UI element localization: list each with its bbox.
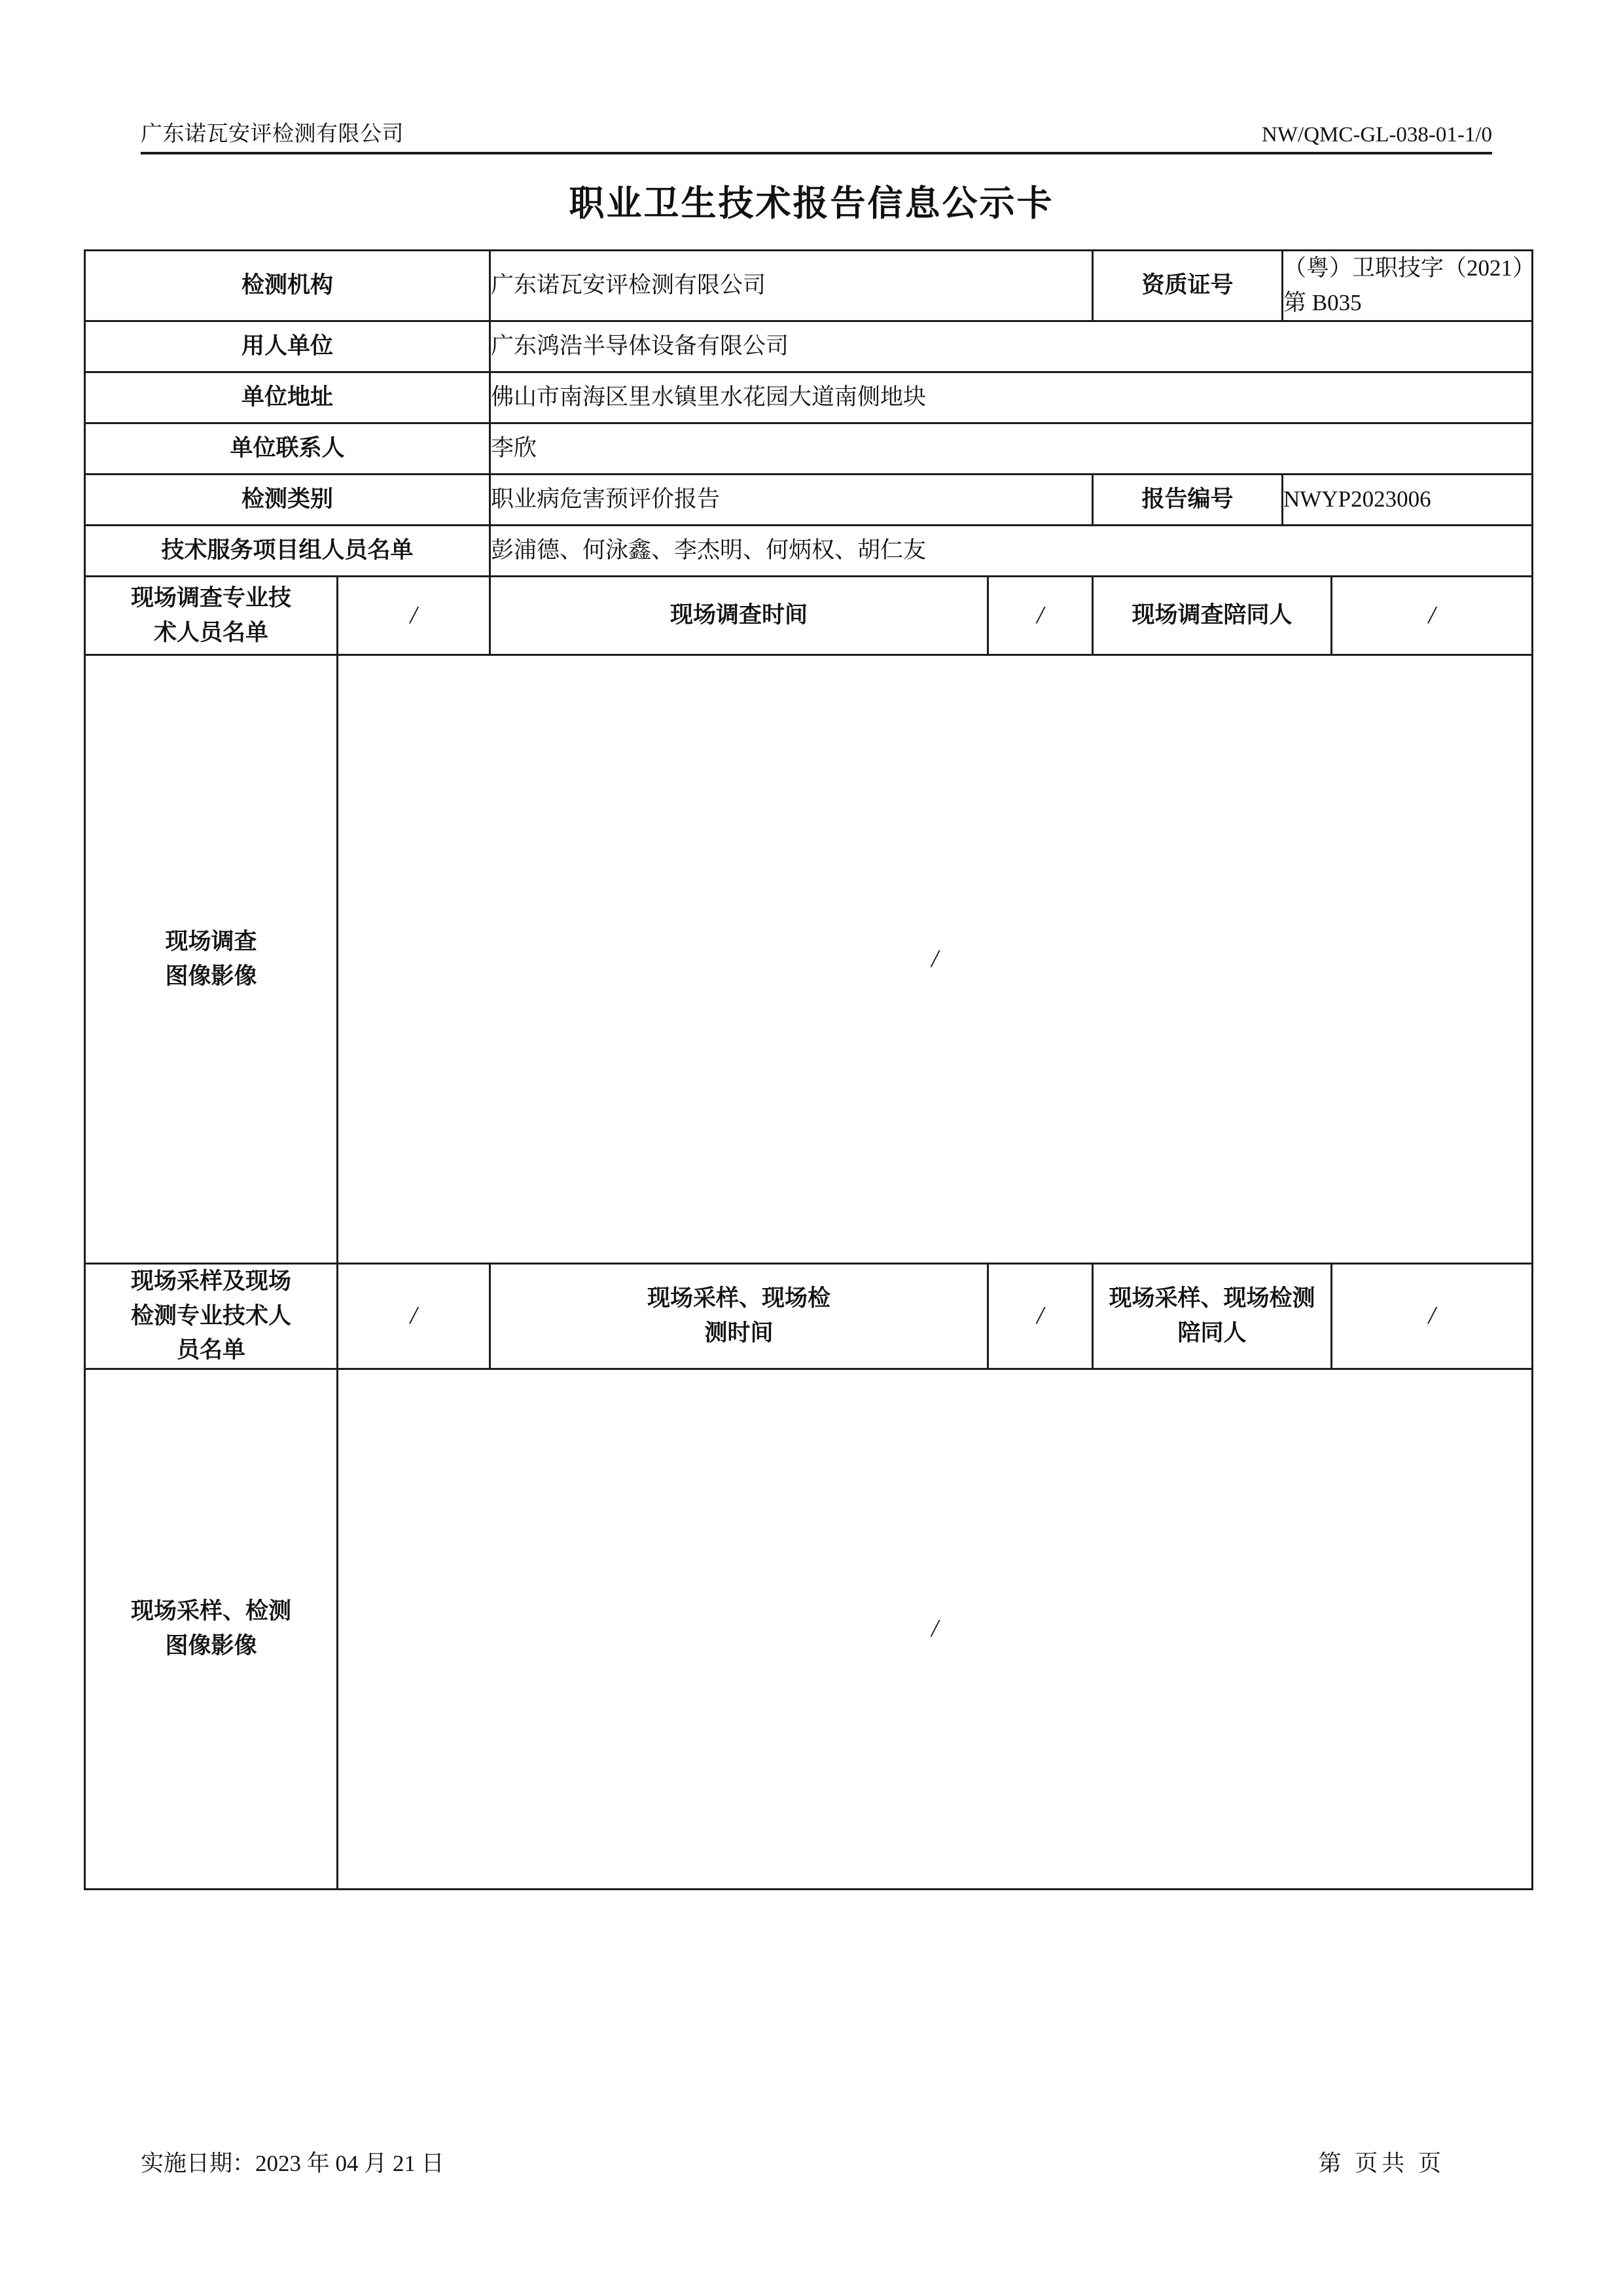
header-company-name: 广东诺瓦安评检测有限公司 xyxy=(141,122,404,146)
label-certificate-number: 资质证号 xyxy=(1093,251,1283,321)
table-row-category xyxy=(85,475,1533,526)
value-survey-staff: / xyxy=(338,577,490,655)
label-survey-time: 现场调查时间 xyxy=(490,577,988,655)
value-certificate-number: （粤）卫职技字（2021）第 B035 xyxy=(1283,251,1533,321)
value-sampling-images: / xyxy=(338,1369,1533,1889)
label-institution: 检测机构 xyxy=(85,251,490,321)
page-title: 职业卫生技术报告信息公示卡 xyxy=(569,184,1054,223)
label-sampling-images: 现场采样、检测 图像影像 xyxy=(85,1369,338,1889)
table-row-employer xyxy=(85,321,1533,372)
page-header xyxy=(141,117,1492,147)
table-row-sampling-header xyxy=(85,1264,1533,1369)
label-test-category: 检测类别 xyxy=(85,475,490,526)
value-survey-escort: / xyxy=(1332,577,1533,655)
value-employer: 广东鸿浩半导体设备有限公司 xyxy=(490,321,1533,372)
page-footer xyxy=(141,2145,1492,2178)
table-row-contact xyxy=(85,423,1533,475)
table-row-institution xyxy=(85,251,1533,321)
value-survey-time: / xyxy=(988,577,1093,655)
report-information-table xyxy=(84,249,1533,1890)
table-row-address xyxy=(85,372,1533,423)
label-survey-staff: 现场调查专业技 术人员名单 xyxy=(85,577,338,655)
label-contact-person: 单位联系人 xyxy=(85,423,490,475)
label-survey-escort: 现场调查陪同人 xyxy=(1093,577,1332,655)
value-sampling-time: / xyxy=(988,1264,1093,1369)
value-report-number: NWYP2023006 xyxy=(1283,475,1533,526)
label-project-team: 技术服务项目组人员名单 xyxy=(85,526,490,577)
label-sampling-time: 现场采样、现场检 测时间 xyxy=(490,1264,988,1369)
label-sampling-escort: 现场采样、现场检测 陪同人 xyxy=(1093,1264,1332,1369)
label-employer: 用人单位 xyxy=(85,321,490,372)
header-divider-rule xyxy=(141,152,1492,154)
value-survey-images: / xyxy=(338,655,1533,1264)
value-sampling-staff: / xyxy=(338,1264,490,1369)
table-row-project-team xyxy=(85,526,1533,577)
value-contact-person: 李欣 xyxy=(490,423,1533,475)
footer-page-number: 第 页共 页 xyxy=(1318,2151,1445,2176)
value-institution: 广东诺瓦安评检测有限公司 xyxy=(490,251,1093,321)
value-test-category: 职业病危害预评价报告 xyxy=(490,475,1093,526)
label-report-number: 报告编号 xyxy=(1093,475,1283,526)
value-address: 佛山市南海区里水镇里水花园大道南侧地块 xyxy=(490,372,1533,423)
label-sampling-staff: 现场采样及现场 检测专业技术人 员名单 xyxy=(85,1264,338,1369)
value-sampling-escort: / xyxy=(1332,1264,1533,1369)
table-row-survey-images xyxy=(85,655,1533,1264)
label-address: 单位地址 xyxy=(85,372,490,423)
value-project-team: 彭浦德、何泳鑫、李杰明、何炳权、胡仁友 xyxy=(490,526,1533,577)
label-survey-images: 现场调查 图像影像 xyxy=(85,655,338,1264)
header-document-code: NW/QMC-GL-038-01-1/0 xyxy=(1262,123,1492,147)
table-row-sampling-images xyxy=(85,1369,1533,1889)
footer-implement-date: 实施日期：2023 年 04 月 21 日 xyxy=(141,2151,444,2176)
table-row-survey-header xyxy=(85,577,1533,655)
